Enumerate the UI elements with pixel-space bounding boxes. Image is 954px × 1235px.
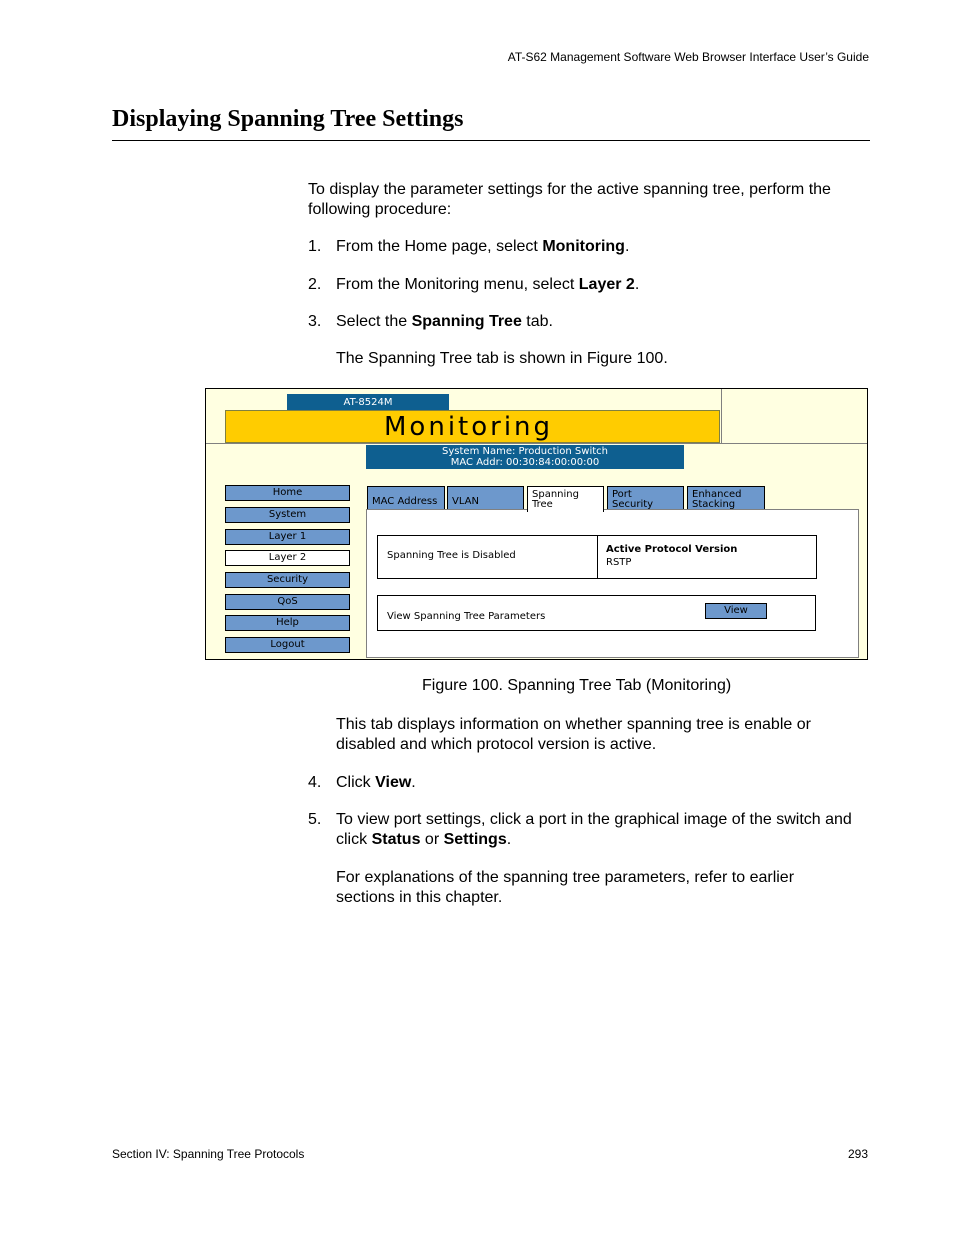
spanning-tree-status: Spanning Tree is Disabled <box>378 536 598 578</box>
tab-enhanced-stacking[interactable]: Enhanced Stacking <box>687 486 765 509</box>
nav-system-button[interactable]: System <box>225 507 350 523</box>
step-1 <box>308 237 868 257</box>
step-5-note: For explanations of the spanning tree parameters, refer to earlier sections in this chapter. <box>336 869 795 906</box>
tab-content-panel <box>366 509 859 658</box>
status-box <box>377 535 817 579</box>
nav-security-button[interactable]: Security <box>225 572 350 588</box>
footer-section: Section IV: Spanning Tree Protocols <box>112 1147 305 1161</box>
nav-home-button[interactable]: Home <box>225 485 350 501</box>
system-name: System Name: Production Switch <box>442 446 608 457</box>
step-text: From the Home page, select Monitoring. <box>336 238 630 255</box>
step-number: 1. <box>308 238 322 255</box>
figure-caption: Figure 100. Spanning Tree Tab (Monitoring) <box>422 677 732 694</box>
step-number: 3. <box>308 313 322 330</box>
step-2 <box>308 275 868 295</box>
step-text: To view port settings, click a port in the graphical image of the switch and click Status or Settings. <box>336 811 852 848</box>
protocol-label: Active Protocol Version <box>606 544 738 555</box>
view-params-label: View Spanning Tree Parameters <box>387 611 546 622</box>
step-number: 2. <box>308 276 322 293</box>
after-figure-paragraph: This tab displays information on whether spanning tree is enable or disabled and which protocol version is active. <box>336 716 811 753</box>
nav-qos-button[interactable]: QoS <box>225 594 350 610</box>
step-text: From the Monitoring menu, select Layer 2. <box>336 276 640 293</box>
spanning-tree-figure <box>205 388 868 660</box>
step-3-note: The Spanning Tree tab is shown in Figure 100. <box>336 350 668 367</box>
tab-mac-address[interactable]: MAC Address <box>367 486 445 509</box>
step-text: Select the Spanning Tree tab. <box>336 313 553 330</box>
monitoring-title: Monitoring <box>384 412 554 442</box>
tab-port-security[interactable]: Port Security <box>607 486 684 509</box>
protocol-value: RSTP <box>606 557 632 568</box>
monitoring-banner <box>225 410 720 443</box>
step-3 <box>308 312 868 332</box>
tab-vlan[interactable]: VLAN <box>447 486 524 509</box>
heading-rule <box>112 140 870 141</box>
step-number: 4. <box>308 774 322 791</box>
step-text: Click View. <box>336 774 416 791</box>
nav-help-button[interactable]: Help <box>225 615 350 631</box>
tab-spanning-tree[interactable]: Spanning Tree <box>527 486 604 512</box>
step-5 <box>308 810 868 850</box>
view-button[interactable]: View <box>705 603 767 619</box>
running-head: AT-S62 Management Software Web Browser Interface User’s Guide <box>507 50 869 64</box>
nav-layer1-button[interactable]: Layer 1 <box>225 529 350 545</box>
nav-layer2-button[interactable]: Layer 2 <box>225 550 350 566</box>
step-4 <box>308 773 868 793</box>
step-number: 5. <box>308 811 322 828</box>
intro-paragraph: To display the parameter settings for the active spanning tree, perform the following procedure: <box>308 181 831 218</box>
figure-divider <box>206 443 867 444</box>
nav-logout-button[interactable]: Logout <box>225 637 350 653</box>
system-info-bar <box>366 445 684 469</box>
figure-divider <box>721 389 722 444</box>
page-number: 293 <box>847 1147 868 1161</box>
mac-address: MAC Addr: 00:30:84:00:00:00 <box>450 457 600 468</box>
model-label: AT-8524M <box>287 394 449 411</box>
section-heading: Displaying Spanning Tree Settings <box>112 106 464 132</box>
